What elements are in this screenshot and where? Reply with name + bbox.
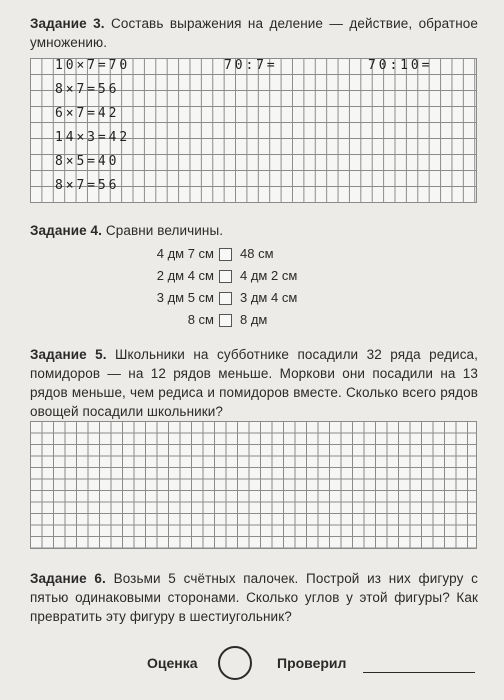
task3-expression: 10×7=70 — [55, 58, 131, 73]
task5-title: Задание 5. — [30, 347, 107, 362]
task5-statement — [30, 345, 478, 421]
task4-statement — [30, 221, 478, 240]
task4-comparison-row — [0, 268, 504, 288]
grade-label: Оценка — [147, 655, 198, 671]
task4-left-value: 2 дм 4 см — [156, 268, 214, 283]
compare-box[interactable] — [219, 270, 232, 283]
task6-text: Возьми 5 счётных палочек. Построй из них фигуру с пятью одинаковыми сторонами. Сколько углов у этой фигуры? Как превратить эту фигуру в шестиугольник? — [30, 571, 478, 624]
task4-left-value: 3 дм 5 см — [156, 290, 214, 305]
task4-text: Сравни величины. — [105, 223, 224, 238]
task6-statement — [30, 569, 478, 626]
task4-left-value: 8 см — [187, 312, 214, 327]
task6-title: Задание 6. — [30, 571, 106, 586]
task4-right-value: 4 дм 2 см — [240, 268, 298, 283]
task4-right-value: 3 дм 4 см — [240, 290, 298, 305]
task3-expression: 8×5=40 — [55, 154, 120, 169]
task4-left-value: 4 дм 7 см — [156, 246, 214, 261]
compare-box[interactable] — [219, 248, 232, 261]
task5-text: Школьники на субботнике посадили 32 ряда редиса, помидоров — на 12 рядов меньше. Моркови они посадили на 13 рядов меньше, чем редиса и помидоров вместе. Сколько всего рядов овощей посадили школьники? — [30, 347, 479, 419]
task3-statement — [30, 14, 478, 52]
task4-right-value: 8 дм — [240, 312, 268, 327]
task3-expression: 14×3=42 — [55, 130, 131, 145]
task4-comparison-row — [0, 290, 504, 310]
task3-expression: 8×7=56 — [55, 178, 120, 193]
compare-box[interactable] — [219, 292, 232, 305]
task3-answer-start: 70:10= — [368, 58, 433, 73]
grade-circle[interactable] — [218, 646, 252, 680]
task3-expression: 8×7=56 — [55, 82, 120, 97]
checked-label: Проверил — [277, 655, 347, 671]
task3-text: Составь выражения на деление — действие, обратное умножению. — [30, 16, 478, 50]
task3-answer-start: 70:7= — [224, 58, 278, 73]
task4-comparison-row — [0, 312, 504, 332]
task4-comparison-row — [0, 246, 504, 266]
task3-title: Задание 3. — [30, 16, 105, 31]
signature-line[interactable] — [363, 672, 475, 673]
task4-right-value: 48 см — [240, 246, 274, 261]
compare-box[interactable] — [219, 314, 232, 327]
task4-title: Задание 4. — [30, 223, 103, 238]
task3-expression: 6×7=42 — [55, 106, 120, 121]
task5-answer-grid[interactable] — [30, 421, 477, 549]
